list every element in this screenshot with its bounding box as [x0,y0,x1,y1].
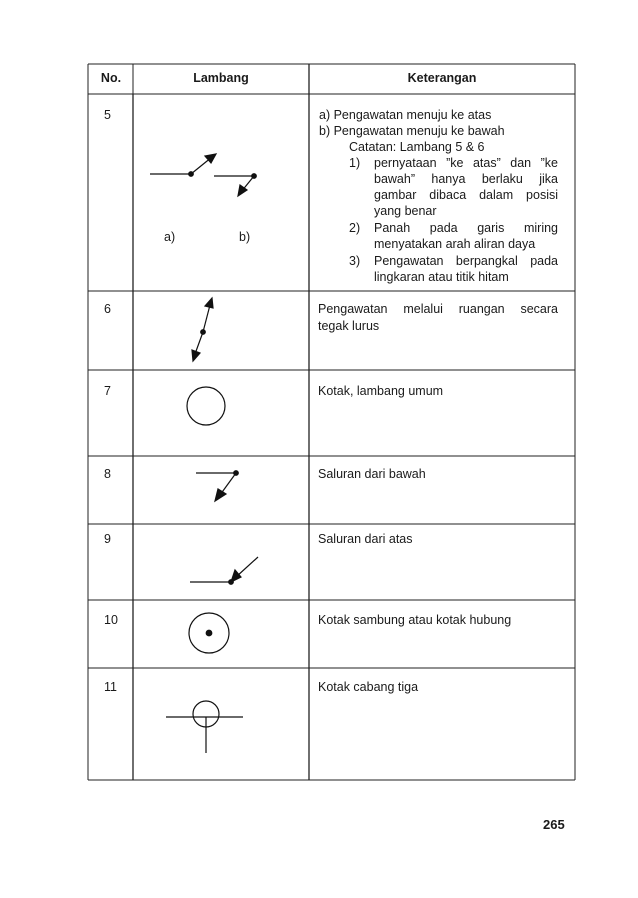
row11-no: 11 [104,680,117,694]
symbol-row8 [196,471,238,501]
row8-no: 8 [104,467,111,481]
row7-text: Kotak, lambang umum [318,384,444,398]
header-lambang: Lambang [193,71,249,85]
row5-line-b: b) Pengawatan menuju ke bawah [319,124,505,138]
symbol-row9 [190,557,258,584]
row5-note1-l1: pernyataan ”ke atas” dan ”ke [374,156,558,170]
row10-no: 10 [104,613,118,627]
row5-note2-l2: menyatakan arah aliran daya [374,237,536,251]
row6-line1: Pengawatan melalui ruangan secara [318,302,558,316]
symbol-row6 [192,298,213,361]
row5-note3-l1: Pengawatan berpangkal pada [374,254,558,268]
row9-no: 9 [104,532,111,546]
row5-line-a: a) Pengawatan menuju ke atas [319,108,492,122]
row5-note3-l2: lingkaran atau titik hitam [374,270,509,284]
symbol-row5-a [150,154,216,176]
header-keterangan: Keterangan [407,71,477,85]
row5-note2-l1: Panah pada garis miring [374,221,558,235]
row5-note1-marker: 1) [349,156,361,170]
row5-catatan: Catatan: Lambang 5 & 6 [349,140,485,154]
symbol-row11 [166,701,243,753]
symbol-row5-b [214,174,256,196]
row7-no: 7 [104,384,111,398]
symbol-row10 [189,613,229,653]
row10-text: Kotak sambung atau kotak hubung [318,613,512,627]
row5-label-b: b) [239,230,251,244]
row5-note1-l3: gambar dibaca dalam posisi [374,188,558,202]
symbol-row7-circle [187,387,225,425]
row8-text: Saluran dari bawah [318,467,426,481]
row5-label-a: a) [164,230,176,244]
page-number: 265 [543,817,565,832]
row9-text: Saluran dari atas [318,532,413,546]
row5-note1-l2: bawah” hanya berlaku jika [374,172,558,186]
row6-no: 6 [104,302,111,316]
row5-note2-marker: 2) [349,221,361,235]
header-no: No. [100,71,122,85]
row5-note3-marker: 3) [349,254,361,268]
row5-note1-l4: yang benar [374,204,437,218]
row6-line2: tegak lurus [318,319,380,333]
row5-no: 5 [104,108,111,122]
row11-text: Kotak cabang tiga [318,680,419,694]
